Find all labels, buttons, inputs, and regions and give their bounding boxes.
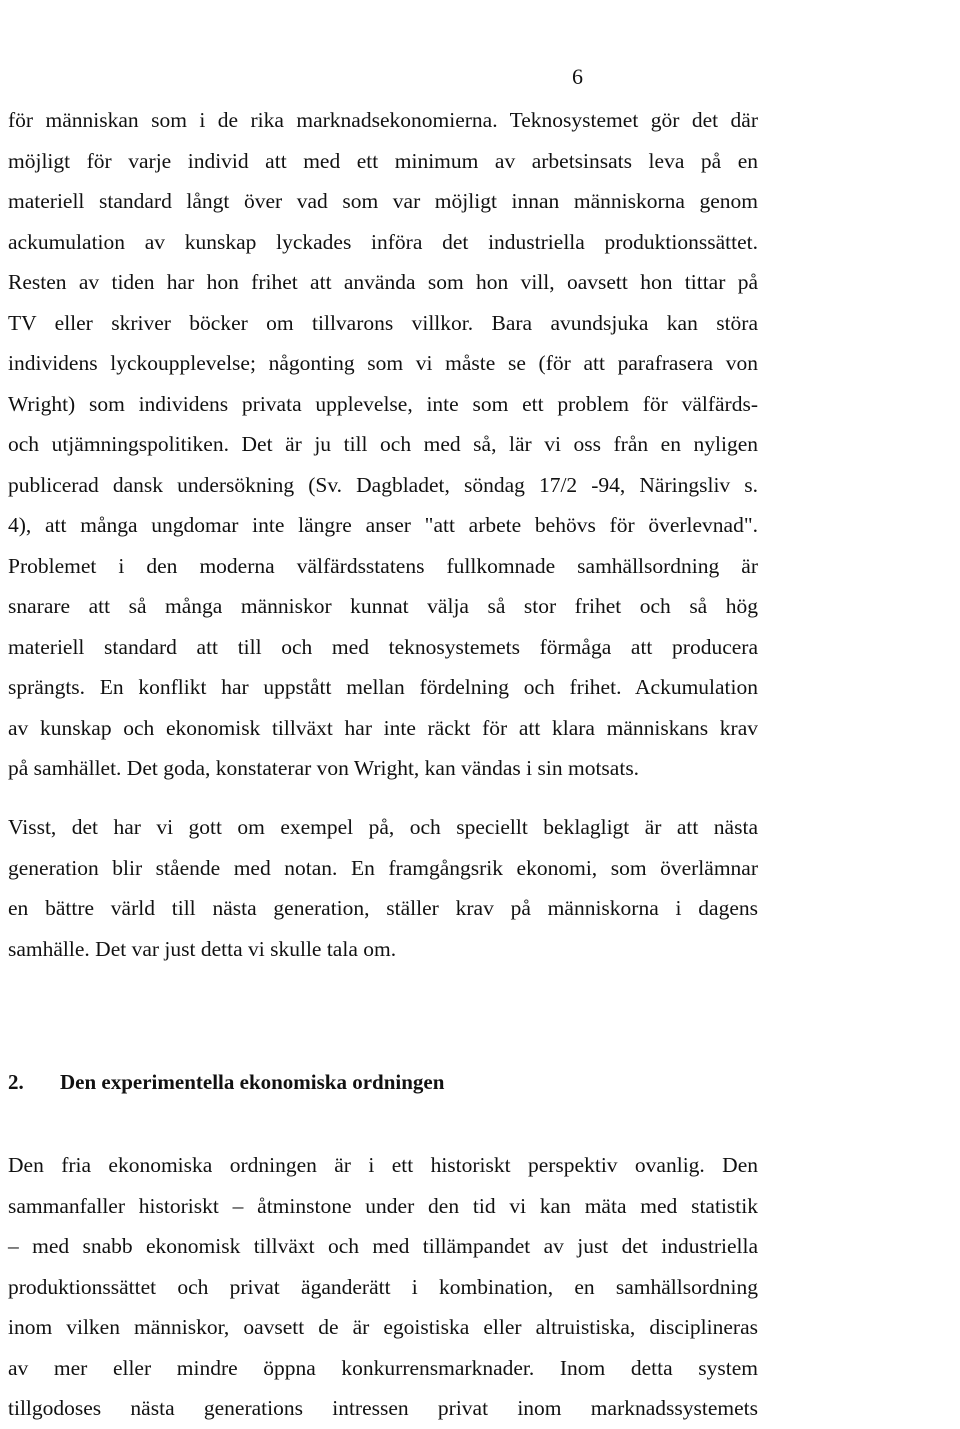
text-line: materiell standard att till och med teknosystemets förmåga att producera <box>8 634 758 659</box>
text-line: generation blir stående med notan. En framgångsrik ekonomi, som överlämnar <box>8 855 758 880</box>
page-number: 6 <box>572 64 583 89</box>
text-line: av kunskap och ekonomisk tillväxt har inte räckt för att klara människans krav <box>8 715 758 740</box>
text-line: inom vilken människor, oavsett de är egoistiska eller altruistiska, disciplineras <box>8 1315 758 1339</box>
text-line: Resten av tiden har hon frihet att använda som hon vill, oavsett hon tittar på <box>8 270 758 294</box>
paragraph-2 <box>8 807 758 969</box>
section-heading <box>8 1066 444 1098</box>
text-line: tillgodoses nästa generations intressen privat inom marknadssystemets <box>8 1396 758 1420</box>
section-title: Den experimentella ekonomiska ordningen <box>60 1070 445 1094</box>
text-line: möjligt för varje individ att med ett minimum av arbetsinsats leva på en <box>8 148 758 173</box>
text-line: ackumulation av kunskap lyckades införa det industriella produktionssättet. <box>8 229 758 254</box>
text-line: Den fria ekonomiska ordningen är i ett historiskt perspektiv ovanlig. Den <box>8 1153 758 1177</box>
text-line: snarare att så många människor kunnat välja så stor frihet och så hög <box>8 594 758 618</box>
text-line: produktionssättet och privat äganderätt i kombination, en samhällsordning <box>8 1274 758 1299</box>
text-line: och utjämningspolitiken. Det är ju till och med så, lär vi oss från en nyligen <box>8 432 758 456</box>
text-line: publicerad dansk undersökning (Sv. Dagbladet, söndag 17/2 -94, Näringsliv s. <box>8 472 758 497</box>
text-line: TV eller skriver böcker om tillvarons villkor. Bara avundsjuka kan störa <box>8 310 758 335</box>
text-line: Wright) som individens privata upplevelse, inte som ett problem för välfärds- <box>8 391 758 416</box>
text-line: på samhället. Det goda, konstaterar von Wright, kan vändas i sin motsats. <box>8 756 640 780</box>
text-line: samhälle. Det var just detta vi skulle tala om. <box>8 936 397 961</box>
text-line: för människan som i de rika marknadsekonomierna. Teknosystemet gör det där <box>8 108 758 132</box>
paragraph-1 <box>8 100 758 789</box>
text-line: sammanfaller historiskt – åtminstone under den tid vi kan mäta med statistik <box>8 1193 758 1218</box>
text-line: Visst, det har vi gott om exempel på, och speciellt beklagligt är att nästa <box>8 815 758 839</box>
text-line: sprängts. En konflikt har uppstått mellan fördelning och frihet. Ackumulation <box>8 675 758 699</box>
paragraph-3 <box>8 1145 758 1429</box>
text-line: Problemet i den moderna välfärdsstatens fullkomnade samhällsordning är <box>8 553 758 578</box>
text-line: 4), att många ungdomar inte längre anser "att arbete behövs för överlevnad". <box>8 513 758 537</box>
section-number: 2. <box>8 1070 24 1094</box>
text-line: – med snabb ekonomisk tillväxt och med tillämpandet av just det industriella <box>8 1234 758 1258</box>
text-line: en bättre värld till nästa generation, ställer krav på människorna i dagens <box>8 896 758 920</box>
text-line: individens lyckoupplevelse; någonting som vi måste se (för att parafrasera von <box>8 351 758 375</box>
text-line: av mer eller mindre öppna konkurrensmarknader. Inom detta system <box>8 1355 758 1380</box>
text-line: materiell standard långt över vad som var möjligt innan människorna genom <box>8 189 758 213</box>
